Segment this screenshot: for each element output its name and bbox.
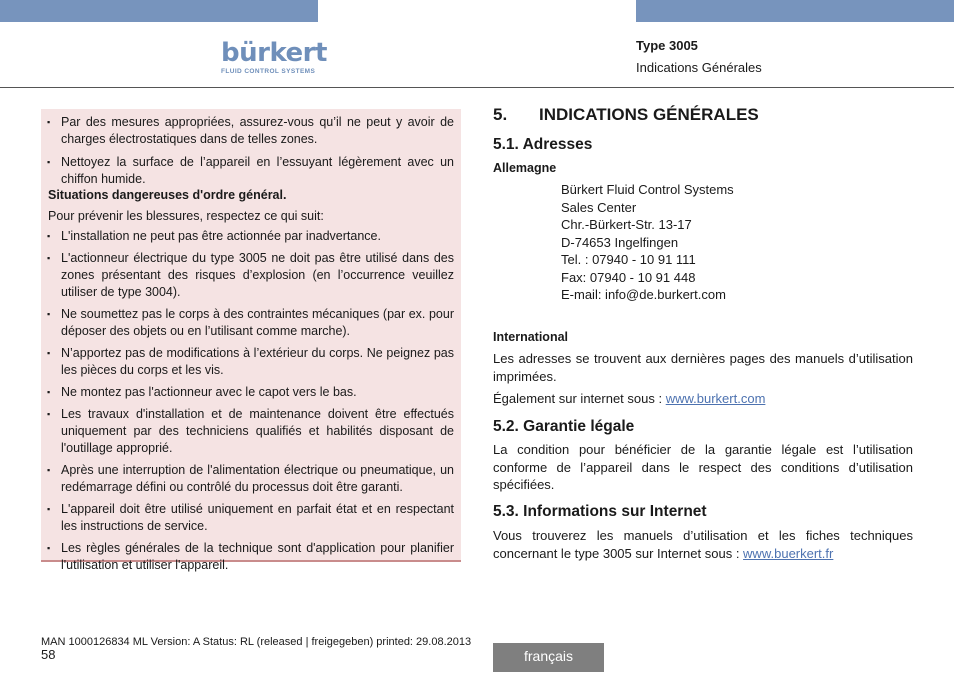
- burkert-com-link[interactable]: www.burkert.com: [665, 391, 766, 406]
- section-number: 5.: [493, 105, 508, 124]
- address-line: Bürkert Fluid Control Systems: [561, 182, 734, 197]
- list-item: ▪ Nettoyez la surface de l’appareil en l’essuyant légèrement avec un chiffon humide.: [41, 154, 461, 188]
- print-metadata: MAN 1000126834 ML Version: A Status: RL (released | freigegeben) printed: 29.08.2013: [41, 636, 472, 648]
- international-text: Les adresses se trouvent aux dernières pages des manuels d’utilisation imprimées.: [493, 351, 913, 384]
- internet-line: [493, 390, 913, 408]
- address-line: D-74653 Ingelfingen: [561, 234, 679, 250]
- address-line: Chr.-Bürkert-Str. 13-17: [561, 217, 692, 232]
- list-item: ▪ L'installation ne peut pas être actionnée par inadvertance.: [41, 228, 461, 245]
- warning-box: [41, 109, 461, 572]
- language-tab: français: [493, 643, 604, 672]
- list-item: ▪ N’apportez pas de modifications à l’extérieur du corps. Ne peignez pas les pièces du corps et les vis.: [41, 345, 461, 379]
- list-item: ▪ Après une interruption de l'alimentation électrique ou pneumatique, un redémarrage défini ou contrôlé du processus doit être garanti.: [41, 462, 461, 496]
- international-label: International: [493, 330, 569, 344]
- internet-info-text: [493, 527, 913, 562]
- internet-prefix: Également sur internet sous :: [493, 391, 666, 406]
- list-item: ▪ Par des mesures appropriées, assurez-vous qu’il ne peut y avoir de charges électrostatiques dans de telles zones.: [41, 114, 461, 148]
- section-5-1-heading: 5.1. Adresses: [493, 136, 593, 153]
- header-divider: [0, 87, 954, 88]
- country-label: Allemagne: [493, 161, 557, 175]
- list-item: ▪ Les travaux d'installation et de maintenance doivent être effectués uniquement par des techniciens qualifiés et habilités disposant de l'outillage approprié.: [41, 406, 461, 457]
- warning-intro: Pour prévenir les blessures, respectez ce qui suit:: [48, 209, 324, 223]
- burkert-logo: [221, 38, 327, 75]
- internet-info-body: Vous trouverez les manuels d’utilisation et les fiches techniques concernant le type 3005 sur Internet sous :: [493, 528, 913, 561]
- top-bar-right: [636, 0, 954, 22]
- warranty-text: La condition pour bénéficier de la garantie légale est l’utilisation conforme de l’appareil dans le respect des conditions d’utilisation spécifiées.: [493, 442, 913, 492]
- list-item: ▪ Les règles générales de la technique sont d'application pour planifier l'utilisation et utiliser l'appareil.: [41, 540, 461, 574]
- list-item: ▪ Ne montez pas l'actionneur avec le capot vers le bas.: [41, 384, 461, 401]
- list-item: ▪ L'appareil doit être utilisé uniquement en parfait état et en respectant les instructions de service.: [41, 501, 461, 535]
- address-line: Sales Center: [561, 199, 637, 215]
- section-5-3-heading: 5.3. Informations sur Internet: [493, 503, 707, 520]
- section-5-2-heading: 5.2. Garantie légale: [493, 418, 635, 435]
- address-line: Tel. : 07940 - 10 91 111: [561, 252, 696, 267]
- warning-list-top: [41, 114, 461, 194]
- page-number: 58: [41, 647, 56, 662]
- section-5-heading: [493, 105, 913, 125]
- list-item: ▪ L'actionneur électrique du type 3005 ne doit pas être utilisé dans des zones présentant des risques d’explosion (en l’occurrence veuillez utiliser de type 3004).: [41, 250, 461, 301]
- warning-list: [41, 228, 461, 579]
- address-line: Fax: 07940 - 10 91 448: [561, 269, 696, 285]
- top-bar-left: [0, 0, 318, 22]
- section-title: INDICATIONS GÉNÉRALES: [539, 105, 759, 124]
- header-type: Type 3005: [636, 38, 698, 53]
- logo-word: bürkert: [221, 38, 327, 68]
- header-subtitle: Indications Générales: [636, 60, 762, 75]
- warning-title: Situations dangereuses d'ordre général.: [48, 188, 287, 202]
- address-line: E-mail: info@de.burkert.com: [561, 287, 726, 302]
- address-block: [561, 181, 734, 304]
- buerkert-fr-link[interactable]: www.buerkert.fr: [743, 545, 834, 561]
- list-item: ▪ Ne soumettez pas le corps à des contraintes mécaniques (par ex. pour déposer des objets ou en l’utilisant comme marche).: [41, 306, 461, 340]
- logo-subtitle: FLUID CONTROL SYSTEMS: [221, 68, 316, 75]
